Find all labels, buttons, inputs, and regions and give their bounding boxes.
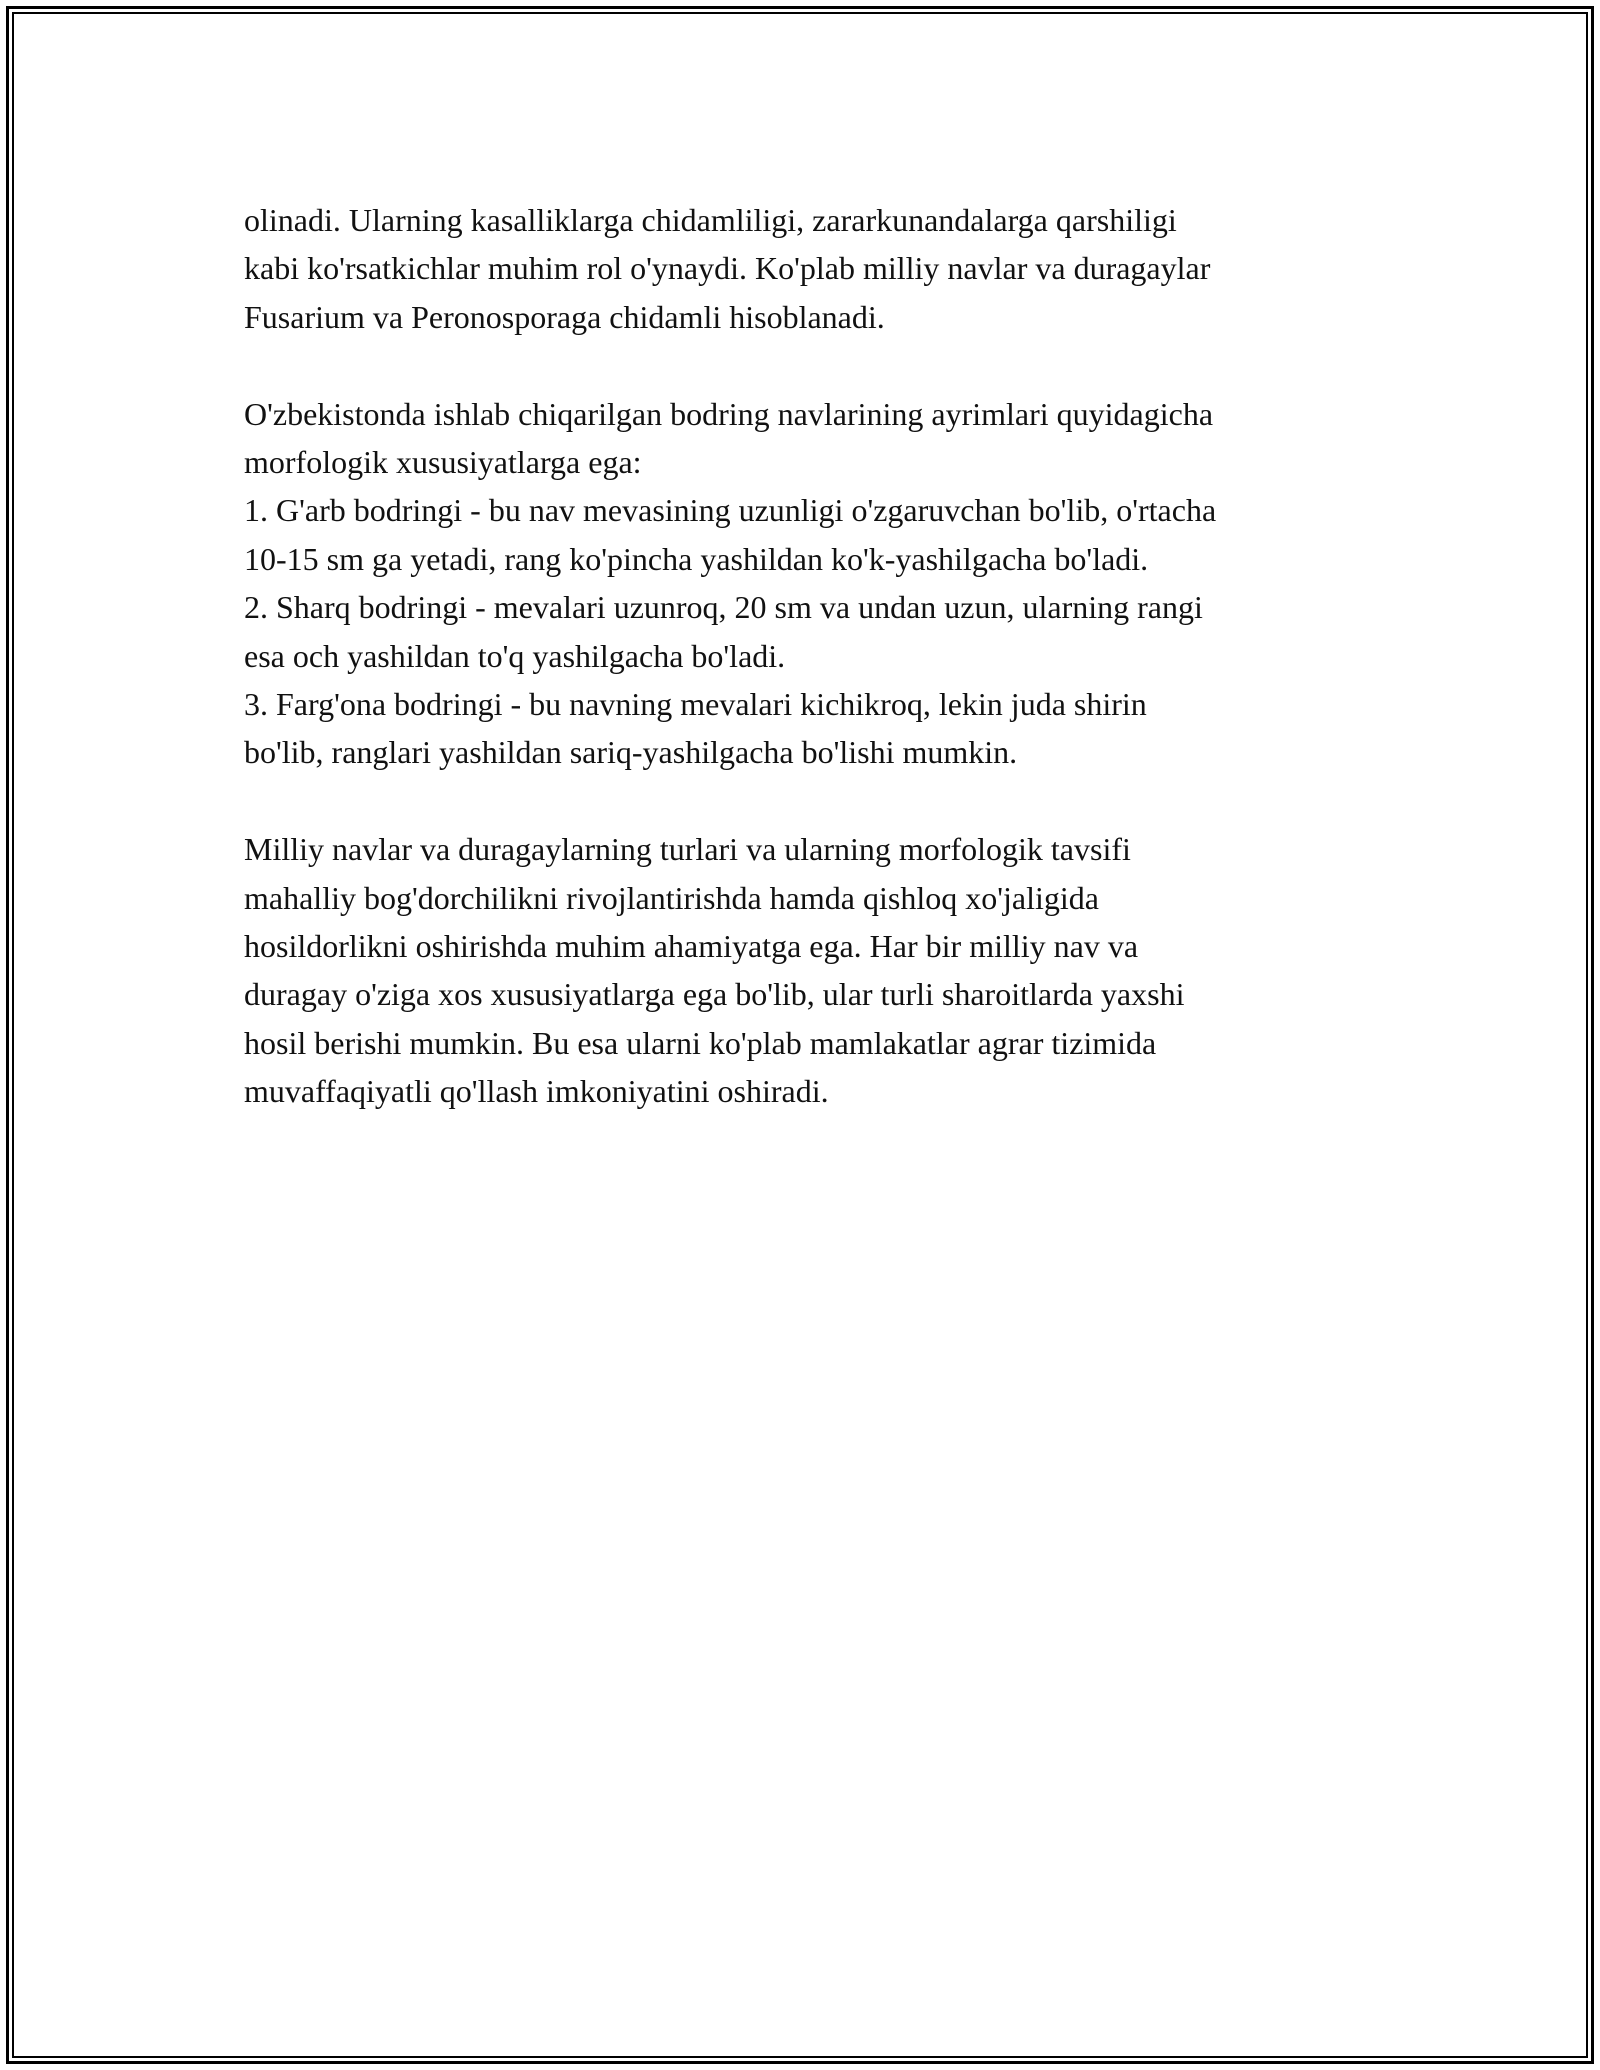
document-body: [244, 196, 1394, 1116]
text-line: olinadi. Ularning kasalliklarga chidamliligi, zararkunandalarga qarshiligi: [244, 202, 1177, 238]
text-line: morfologik xususiyatlarga ega:: [244, 444, 642, 481]
paragraph-2: [244, 390, 1394, 777]
paragraph-spacer: [244, 777, 1394, 825]
list-item-line: 2. Sharq bodringi - mevalari uzunroq, 20 sm va undan uzun, ularning rangi: [244, 589, 1203, 626]
text-line: Fusarium va Peronosporaga chidamli hisoblanadi.: [244, 298, 885, 335]
text-line: O'zbekistonda ishlab chiqarilgan bodring navlarining ayrimlari quyidagicha: [244, 395, 1214, 432]
list-item-line: 1. G'arb bodringi - bu nav mevasining uzunligi o'zgaruvchan bo'lib, o'rtacha: [244, 492, 1217, 529]
list-item-line: 3. Farg'ona bodringi - bu navning mevalari kichikroq, lekin juda shirin: [244, 686, 1147, 723]
text-line: muvaffaqiyatli qo'llash imkoniyatini oshiradi.: [244, 1073, 829, 1110]
paragraph-1: [244, 196, 1394, 341]
text-line: mahalliy bog'dorchilikni rivojlantirishda hamda qishloq xo'jaligida: [244, 879, 1099, 916]
text-line: hosil berishi mumkin. Bu esa ularni ko'plab mamlakatlar agrar tizimida: [244, 1024, 1157, 1061]
list-item-line: 10-15 sm ga yetadi, rang ko'pincha yashildan ko'k-yashilgacha bo'ladi.: [244, 540, 1149, 577]
list-item-line: esa och yashildan to'q yashilgacha bo'ladi.: [244, 637, 786, 674]
text-line: hosildorlikni oshirishda muhim ahamiyatga ega. Har bir milliy nav va: [244, 928, 1139, 965]
list-item-line: bo'lib, ranglari yashildan sariq-yashilgacha bo'lishi mumkin.: [244, 734, 1018, 771]
paragraph-spacer: [244, 341, 1394, 389]
paragraph-3: [244, 825, 1394, 1115]
text-line: duragay o'ziga xos xususiyatlarga ega bo'lib, ular turli sharoitlarda yaxshi: [244, 976, 1185, 1013]
text-line: Milliy navlar va duragaylarning turlari va ularning morfologik tavsifi: [244, 831, 1131, 868]
page-frame: [6, 6, 1594, 2064]
text-line: kabi ko'rsatkichlar muhim rol o'ynaydi. Ko'plab milliy navlar va duragaylar: [244, 250, 1211, 287]
